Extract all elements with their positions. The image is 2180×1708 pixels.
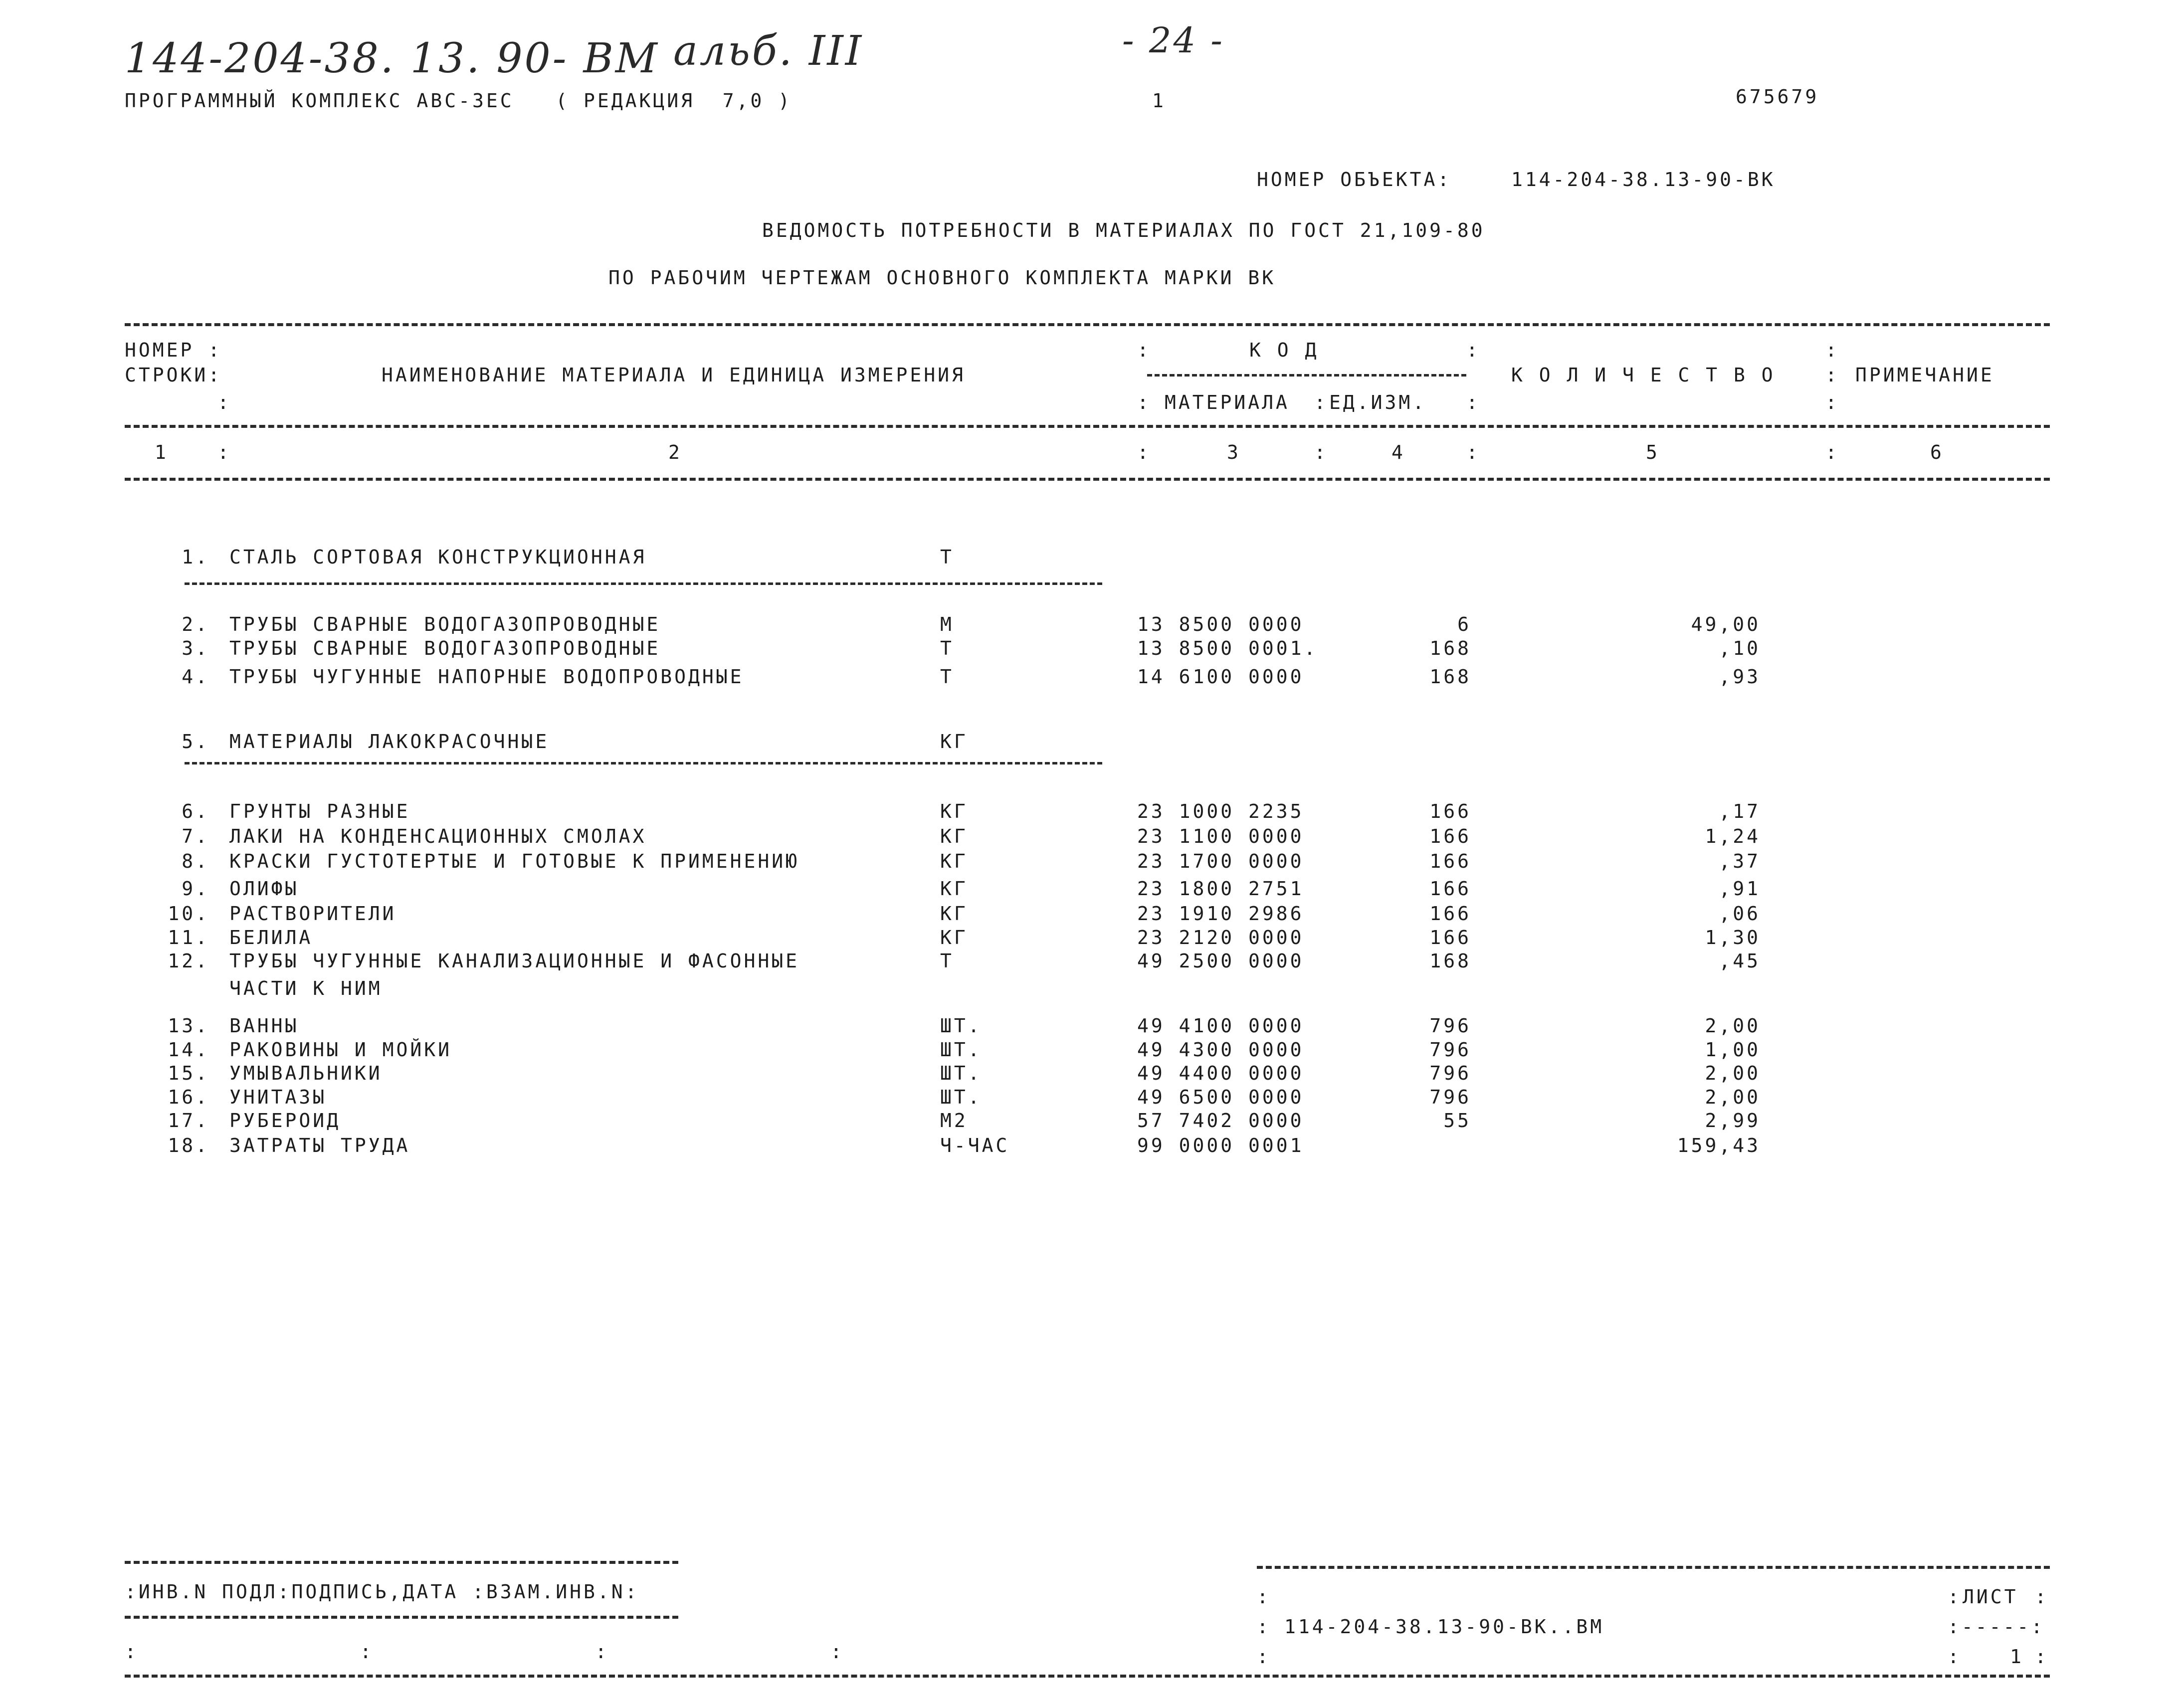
row-material-name: РАСТВОРИТЕЛИ [229,903,396,925]
header-bottom-rule [125,478,2050,481]
col-number-label-2: СТРОКИ: [125,364,222,386]
document-number: 675679 [1736,86,1819,108]
row-material-code: 23 2120 0000 [1137,927,1304,949]
row-number: 3. [182,637,209,659]
footer-bottom-rule [125,1675,2050,1678]
col-separator: : [1466,339,1480,361]
row-material-code: 49 4400 0000 [1137,1062,1304,1084]
row-material-name: ЗАТРАТЫ ТРУДА [229,1135,410,1156]
row-material-name: ТРУБЫ СВАРНЫЕ ВОДОГАЗОПРОВОДНЫЕ [229,637,661,659]
col-material-code-header: МАТЕРИАЛА [1165,391,1290,413]
row-number: 1. [182,546,209,568]
row-material-code: 49 4300 0000 [1137,1039,1304,1061]
row-material-name: ГРУНТЫ РАЗНЫЕ [229,800,410,822]
col-unit-code-header: ЕД.ИЗМ. [1329,391,1427,413]
row-unit: ШТ. [940,1039,982,1061]
row-number: 6. [182,800,209,822]
row-number: 15. [168,1062,209,1084]
row-quantity: ,06 [1719,903,1761,925]
row-material-code: 49 2500 0000 [1137,950,1304,972]
program-line: ПРОГРАММНЫЙ КОМПЛЕКС АВС-3ЕС ( РЕДАКЦИЯ 7,0 ) [125,90,793,112]
col-note-header: ПРИМЕЧАНИЕ [1855,364,1994,386]
row-unit-code: 166 [1429,825,1471,847]
row-unit: М2 [940,1110,968,1132]
row-unit-code: 166 [1429,850,1471,872]
col-separator: : [1948,1586,1962,1608]
row-unit: КГ [940,850,968,872]
group-underline [185,762,1102,764]
row-quantity: 1,30 [1705,927,1761,949]
row-number: 2. [182,613,209,635]
row-material-name: ОЛИФЫ [229,878,299,900]
col-separator: : [1825,391,1839,413]
row-unit: КГ [940,903,968,925]
row-material-name: ТРУБЫ ЧУГУННЫЕ НАПОРНЫЕ ВОДОПРОВОДНЫЕ [229,666,744,688]
row-unit-code: 168 [1429,950,1471,972]
row-quantity: ,17 [1719,800,1761,822]
row-number: 7. [182,825,209,847]
col-separator: : [1466,441,1480,463]
footer-sheet-number: 1 [2010,1646,2024,1668]
col-index-1: 1 [155,441,169,463]
row-unit-code: 796 [1429,1039,1471,1061]
row-quantity: 2,00 [1705,1086,1761,1108]
row-unit-code: 796 [1429,1086,1471,1108]
col-separator: :-----: [1948,1616,2045,1638]
row-quantity: 49,00 [1691,613,1761,635]
row-quantity: ,37 [1719,850,1761,872]
row-material-name: КРАСКИ ГУСТОТЕРТЫЕ И ГОТОВЫЕ К ПРИМЕНЕНИЮ [229,850,799,872]
col-separator: : [1137,391,1151,413]
row-material-name: РУБЕРОИД [229,1110,341,1132]
row-unit-code: 166 [1429,903,1471,925]
row-unit: ШТ. [940,1015,982,1037]
row-number: 4. [182,666,209,688]
row-unit: М [940,613,954,635]
row-unit-code: 168 [1429,666,1471,688]
row-material-name: УНИТАЗЫ [229,1086,327,1108]
col-index-4: 4 [1391,441,1405,463]
row-quantity: 2,00 [1705,1015,1761,1037]
row-material-code: 49 4100 0000 [1137,1015,1304,1037]
row-material-name: ТРУБЫ СВАРНЫЕ ВОДОГАЗОПРОВОДНЫЕ [229,613,661,635]
col-separator: : [1825,441,1839,463]
row-material-name: УМЫВАЛЬНИКИ [229,1062,383,1084]
object-number-value: 114-204-38.13-90-ВК [1511,169,1776,190]
col-separator: : [1137,441,1151,463]
row-quantity: ,45 [1719,950,1761,972]
row-quantity: ,91 [1719,878,1761,900]
row-material-name-continued: ЧАСТИ К НИМ [229,977,383,999]
col-index-2: 2 [668,441,682,463]
col-quantity-header: К О Л И Ч Е С Т В О [1511,364,1776,386]
footer-left-top-rule [125,1561,678,1564]
row-number: 11. [168,927,209,949]
document-title: ВЕДОМОСТЬ ПОТРЕБНОСТИ В МАТЕРИАЛАХ ПО ГОСТ 21,109-80 [762,219,1485,241]
row-unit-code: 796 [1429,1015,1471,1037]
row-unit: ШТ. [940,1062,982,1084]
row-unit-code: 168 [1429,637,1471,659]
handwritten-album-mark: альб. III [673,27,864,75]
row-material-code: 57 7402 0000 [1137,1110,1304,1132]
col-separator: : [2035,1586,2049,1608]
col-separator: : [1257,1616,1271,1638]
row-number: 10. [168,903,209,925]
col-separator: : [1257,1646,1271,1668]
row-unit: КГ [940,731,968,753]
col-index-6: 6 [1930,441,1944,463]
header-top-rule [125,323,2050,326]
header-middle-rule [125,425,2050,428]
row-unit-code: 6 [1457,613,1471,635]
row-unit: КГ [940,800,968,822]
row-material-code: 13 8500 0001. [1137,637,1318,659]
footer-signature-cells: : : : : [125,1641,852,1663]
row-number: 13. [168,1015,209,1037]
row-unit: ШТ. [940,1086,982,1108]
row-unit: КГ [940,927,968,949]
col-separator: : [217,391,231,413]
footer-right-top-rule [1257,1566,2050,1569]
col-separator: : [217,441,231,463]
row-number: 16. [168,1086,209,1108]
footer-sheet-label: ЛИСТ [1963,1586,2018,1608]
col-separator: : [1948,1646,1962,1668]
col-separator: : [1825,339,1839,361]
row-material-code: 23 1800 2751 [1137,878,1304,900]
row-number: 5. [182,731,209,753]
row-unit-code: 166 [1429,878,1471,900]
row-material-name: РАКОВИНЫ И МОЙКИ [229,1039,452,1061]
col-number-label-1: НОМЕР : [125,339,222,361]
col-separator: : [2035,1646,2049,1668]
row-unit: КГ [940,825,968,847]
row-unit-code: 166 [1429,800,1471,822]
row-number: 18. [168,1135,209,1156]
row-material-name: МАТЕРИАЛЫ ЛАКОКРАСОЧНЫЕ [229,731,550,753]
group-underline [185,582,1102,585]
row-unit-code: 796 [1429,1062,1471,1084]
col-index-3: 3 [1227,441,1241,463]
row-unit: КГ [940,878,968,900]
document-subtitle: ПО РАБОЧИМ ЧЕРТЕЖАМ ОСНОВНОГО КОМПЛЕКТА МАРКИ ВК [608,267,1276,289]
col-separator: : [1825,364,1839,386]
row-material-name: БЕЛИЛА [229,927,313,949]
col-separator: : [1466,391,1480,413]
row-material-name: ЛАКИ НА КОНДЕНСАЦИОННЫХ СМОЛАХ [229,825,647,847]
row-material-code: 99 0000 0001 [1137,1135,1304,1156]
row-unit: Ч-ЧАС [940,1135,1010,1156]
col-name-header: НАИМЕНОВАНИЕ МАТЕРИАЛА И ЕДИНИЦА ИЗМЕРЕНИЯ [382,364,966,386]
col-separator: : [1137,339,1151,361]
printout-page-number: 1 [1152,90,1166,112]
row-unit: Т [940,666,954,688]
row-number: 8. [182,850,209,872]
row-number: 17. [168,1110,209,1132]
row-number: 14. [168,1039,209,1061]
col-separator: : [1314,391,1328,413]
footer-left-middle-rule [125,1616,678,1619]
row-material-code: 49 6500 0000 [1137,1086,1304,1108]
row-unit: Т [940,950,954,972]
row-quantity: 2,99 [1705,1110,1761,1132]
row-number: 12. [168,950,209,972]
row-material-name: ТРУБЫ ЧУГУННЫЕ КАНАЛИЗАЦИОННЫЕ И ФАСОННЫЕ [229,950,799,972]
row-quantity: 1,24 [1705,825,1761,847]
row-quantity: 1,00 [1705,1039,1761,1061]
row-quantity: 2,00 [1705,1062,1761,1084]
object-number-label: НОМЕР ОБЪЕКТА: [1257,169,1452,190]
row-quantity: ,93 [1719,666,1761,688]
row-material-name: ВАННЫ [229,1015,299,1037]
handwritten-document-code: 144-204-38. 13. 90- ВМ [125,35,659,82]
row-unit-code: 166 [1429,927,1471,949]
code-subheader-rule [1147,374,1466,377]
col-index-5: 5 [1646,441,1660,463]
row-unit: Т [940,546,954,568]
row-material-code: 14 6100 0000 [1137,666,1304,688]
col-separator: : [1257,1586,1271,1608]
footer-signature-header: :ИНВ.N ПОДЛ:ПОДПИСЬ,ДАТА :ВЗАМ.ИНВ.N: [125,1581,639,1603]
row-material-code: 23 1700 0000 [1137,850,1304,872]
row-quantity: ,10 [1719,637,1761,659]
row-unit: Т [940,637,954,659]
row-material-code: 23 1910 2986 [1137,903,1304,925]
row-unit-code: 55 [1443,1110,1471,1132]
footer-document-code: 114-204-38.13-90-ВК..ВМ [1284,1616,1604,1638]
row-material-name: СТАЛЬ СОРТОВАЯ КОНСТРУКЦИОННАЯ [229,546,647,568]
col-separator: : [1314,441,1328,463]
row-material-code: 23 1100 0000 [1137,825,1304,847]
col-code-header: К О Д [1249,339,1319,361]
handwritten-page-number: - 24 - [1122,20,1224,61]
row-number: 9. [182,878,209,900]
row-quantity: 159,43 [1677,1135,1761,1156]
row-material-code: 13 8500 0000 [1137,613,1304,635]
row-material-code: 23 1000 2235 [1137,800,1304,822]
